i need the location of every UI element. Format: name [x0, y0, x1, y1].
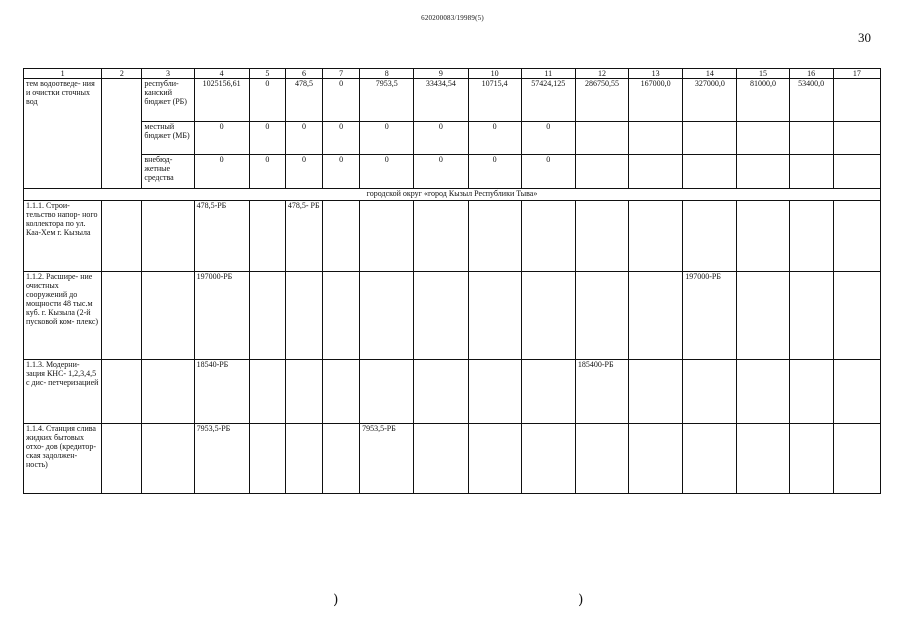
value-cell: 0	[194, 122, 249, 155]
value-cell: 0	[323, 122, 360, 155]
column-number: 11	[521, 69, 575, 79]
value-cell	[468, 360, 521, 424]
section-row	[24, 189, 881, 201]
value-cell: 1025156,61	[194, 79, 249, 122]
value-cell	[575, 122, 628, 155]
value-cell	[833, 424, 880, 494]
program-label: тем водоотведе- ния и очистки сточных вод	[24, 79, 102, 189]
value-cell	[737, 201, 789, 272]
value-cell: 0	[285, 155, 322, 189]
value-cell: 7953,5-РБ	[194, 424, 249, 494]
column-number: 10	[468, 69, 521, 79]
value-cell: 197000-РБ	[194, 272, 249, 360]
value-cell	[323, 360, 360, 424]
value-cell	[285, 272, 322, 360]
value-cell	[360, 201, 414, 272]
column-number: 3	[142, 69, 194, 79]
section-title: городской округ «город Кызыл Республики Тыва»	[24, 189, 881, 201]
value-cell	[414, 360, 468, 424]
value-cell	[575, 201, 628, 272]
value-cell: 0	[414, 122, 468, 155]
value-cell: 0	[468, 155, 521, 189]
value-cell: 478,5- РБ	[285, 201, 322, 272]
value-cell	[737, 424, 789, 494]
column-number: 12	[575, 69, 628, 79]
table-cell	[102, 272, 142, 360]
column-number: 9	[414, 69, 468, 79]
value-cell: 33434,54	[414, 79, 468, 122]
value-cell: 286750,55	[575, 79, 628, 122]
value-cell	[683, 424, 737, 494]
value-cell: 185400-РБ	[575, 360, 628, 424]
value-cell	[629, 272, 683, 360]
value-cell	[629, 424, 683, 494]
value-cell	[285, 424, 322, 494]
budget-source: республи- канский бюджет (РБ)	[142, 79, 194, 122]
table-row	[24, 155, 881, 189]
value-cell	[521, 201, 575, 272]
value-cell	[360, 272, 414, 360]
value-cell	[142, 272, 194, 360]
value-cell: 53400,0	[789, 79, 833, 122]
table-cell	[102, 424, 142, 494]
value-cell: 0	[249, 79, 285, 122]
column-number: 5	[249, 69, 285, 79]
value-cell: 0	[521, 155, 575, 189]
value-cell	[285, 360, 322, 424]
value-cell	[142, 424, 194, 494]
value-cell	[521, 272, 575, 360]
value-cell	[468, 201, 521, 272]
value-cell	[737, 122, 789, 155]
value-cell: 167000,0	[629, 79, 683, 122]
column-number: 8	[360, 69, 414, 79]
value-cell	[249, 201, 285, 272]
value-cell	[629, 360, 683, 424]
value-cell	[833, 201, 880, 272]
column-number: 13	[629, 69, 683, 79]
value-cell: 0	[249, 122, 285, 155]
value-cell	[414, 272, 468, 360]
margin-mark-left: )	[333, 592, 339, 608]
value-cell: 81000,0	[737, 79, 789, 122]
value-cell	[249, 272, 285, 360]
value-cell: 0	[285, 122, 322, 155]
value-cell: 0	[249, 155, 285, 189]
value-cell	[789, 122, 833, 155]
value-cell: 0	[194, 155, 249, 189]
value-cell	[789, 201, 833, 272]
value-cell: 0	[360, 122, 414, 155]
document-id: 620200083/19989(5)	[421, 14, 484, 22]
value-cell	[789, 424, 833, 494]
value-cell	[468, 272, 521, 360]
value-cell	[737, 360, 789, 424]
value-cell: 0	[323, 155, 360, 189]
column-number: 17	[833, 69, 880, 79]
value-cell	[249, 424, 285, 494]
value-cell	[833, 122, 880, 155]
column-number: 7	[323, 69, 360, 79]
value-cell	[833, 360, 880, 424]
value-cell	[789, 360, 833, 424]
value-cell	[683, 201, 737, 272]
value-cell	[468, 424, 521, 494]
value-cell	[414, 424, 468, 494]
value-cell	[683, 360, 737, 424]
value-cell	[737, 272, 789, 360]
value-cell: 0	[360, 155, 414, 189]
value-cell: 0	[468, 122, 521, 155]
value-cell: 0	[521, 122, 575, 155]
value-cell	[323, 201, 360, 272]
value-cell: 18540-РБ	[194, 360, 249, 424]
table-row	[24, 201, 881, 272]
value-cell	[833, 155, 880, 189]
page-number: 30	[858, 30, 871, 45]
value-cell	[249, 360, 285, 424]
value-cell	[414, 201, 468, 272]
value-cell	[833, 272, 880, 360]
value-cell	[323, 272, 360, 360]
column-number: 15	[737, 69, 789, 79]
column-number: 16	[789, 69, 833, 79]
column-number: 2	[102, 69, 142, 79]
value-cell	[833, 79, 880, 122]
value-cell	[521, 360, 575, 424]
header-row	[24, 69, 881, 79]
item-label: 1.1.1. Строи- тельство напор- ного коллектора по ул. Каа-Хем г. Кызыла	[24, 201, 102, 272]
value-cell: 0	[323, 79, 360, 122]
budget-source: местный бюджет (МБ)	[142, 122, 194, 155]
value-cell	[142, 201, 194, 272]
value-cell	[629, 201, 683, 272]
table-cell	[102, 201, 142, 272]
value-cell: 327000,0	[683, 79, 737, 122]
value-cell: 7953,5-РБ	[360, 424, 414, 494]
value-cell: 478,5-РБ	[194, 201, 249, 272]
value-cell: 57424,125	[521, 79, 575, 122]
column-number: 6	[285, 69, 322, 79]
table-cell	[102, 79, 142, 189]
value-cell	[629, 155, 683, 189]
value-cell: 10715,4	[468, 79, 521, 122]
value-cell	[683, 155, 737, 189]
value-cell	[789, 155, 833, 189]
column-number: 14	[683, 69, 737, 79]
table-row	[24, 424, 881, 494]
value-cell	[683, 122, 737, 155]
column-number: 1	[24, 69, 102, 79]
value-cell	[323, 424, 360, 494]
column-number: 4	[194, 69, 249, 79]
table-cell	[102, 360, 142, 424]
value-cell	[142, 360, 194, 424]
table-row	[24, 272, 881, 360]
value-cell	[629, 122, 683, 155]
table-row	[24, 360, 881, 424]
item-label: 1.1.3. Модерни- зация КНС- 1,2,3,4,5 с дис- петчеризацией	[24, 360, 102, 424]
value-cell: 0	[414, 155, 468, 189]
value-cell: 7953,5	[360, 79, 414, 122]
table-row	[24, 79, 881, 122]
table-row	[24, 122, 881, 155]
value-cell: 478,5	[285, 79, 322, 122]
value-cell: 197000-РБ	[683, 272, 737, 360]
value-cell	[575, 272, 628, 360]
value-cell	[360, 360, 414, 424]
item-label: 1.1.4. Станция слива жидких бытовых отхо- дов (кредитор- ская задолжен- ность)	[24, 424, 102, 494]
budget-source: внебюд- жетные средства	[142, 155, 194, 189]
budget-table	[23, 68, 881, 494]
value-cell	[575, 155, 628, 189]
item-label: 1.1.2. Расшире- ние очистных сооружений до мощности 48 тыс.м куб. г. Кызыла (2-й пусковой ком- плекс)	[24, 272, 102, 360]
margin-mark-right: )	[578, 592, 584, 608]
value-cell	[521, 424, 575, 494]
value-cell	[789, 272, 833, 360]
value-cell	[575, 424, 628, 494]
value-cell	[737, 155, 789, 189]
